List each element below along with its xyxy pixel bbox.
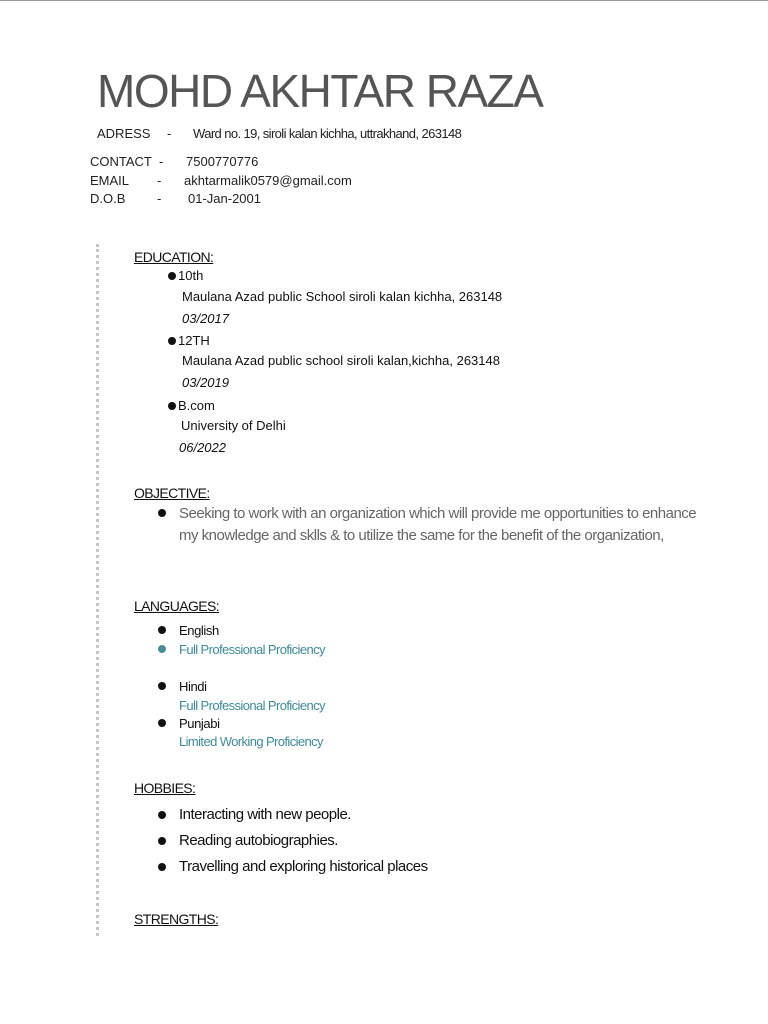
bullet-icon	[168, 337, 176, 345]
objective-heading: OBJECTIVE:	[134, 485, 210, 501]
hobby-item: Reading autobiographies.	[179, 832, 338, 849]
contact-dash: -	[159, 154, 164, 169]
dob-value: 01-Jan-2001	[188, 191, 261, 206]
email-label: EMAIL	[90, 173, 130, 188]
dob-label: D.O.B	[90, 191, 126, 206]
top-border-line	[0, 0, 768, 1]
language-name: Hindi	[179, 679, 207, 694]
address-label: ADRESS	[97, 126, 151, 141]
language-name: English	[179, 623, 219, 638]
dob-dash: -	[157, 191, 162, 206]
bullet-icon	[158, 626, 166, 634]
address-row	[97, 126, 517, 142]
education-date: 06/2022	[179, 440, 226, 455]
contact-value: 7500770776	[186, 154, 259, 169]
email-row	[90, 173, 390, 189]
education-title-text: 12TH	[178, 333, 210, 348]
bullet-icon	[158, 863, 166, 871]
education-item-title	[168, 333, 210, 348]
education-title-text: 10th	[178, 268, 204, 283]
education-title-text: B.com	[178, 398, 215, 413]
education-heading: EDUCATION:	[134, 249, 214, 265]
bullet-icon	[158, 811, 166, 819]
bullet-icon	[168, 272, 176, 280]
bullet-icon	[158, 682, 166, 690]
bullet-icon	[168, 402, 176, 410]
hobbies-heading: HOBBIES:	[134, 780, 196, 796]
language-level: Limited Working Proficiency	[179, 734, 323, 749]
dotted-divider	[96, 244, 99, 936]
education-school: University of Delhi	[181, 418, 286, 433]
education-item-title	[168, 398, 215, 413]
hobby-item: Travelling and exploring historical places	[179, 858, 428, 875]
education-date: 03/2017	[182, 311, 229, 326]
bullet-icon	[158, 509, 166, 517]
contact-label: CONTACT	[90, 154, 152, 169]
language-level: Full Professional Proficiency	[179, 642, 325, 657]
bullet-icon	[158, 719, 166, 727]
contact-row	[90, 154, 340, 170]
dob-row	[90, 191, 340, 207]
education-date: 03/2019	[182, 375, 229, 390]
languages-heading: LANGUAGES:	[134, 598, 220, 614]
email-value: akhtarmalik0579@gmail.com	[184, 173, 352, 188]
education-school: Maulana Azad public school siroli kalan,kichha, 263148	[182, 353, 500, 368]
bullet-icon	[158, 645, 166, 653]
resume-name: MOHD AKHTAR RAZA	[97, 65, 543, 117]
bullet-icon	[158, 837, 166, 845]
education-item-title	[168, 268, 203, 283]
hobby-item: Interacting with new people.	[179, 806, 351, 823]
address-value: Ward no. 19, siroli kalan kichha, uttrakhand, 263148	[193, 126, 462, 141]
email-dash: -	[157, 173, 162, 188]
address-dash: -	[167, 126, 172, 141]
education-school: Maulana Azad public School siroli kalan kichha, 263148	[182, 289, 503, 304]
language-level: Full Professional Proficiency	[179, 698, 325, 713]
language-name: Punjabi	[179, 716, 220, 731]
strengths-heading: STRENGTHS:	[134, 911, 219, 927]
objective-text: Seeking to work with an organization which will provide me opportunities to enhance my knowledge and sklls & to utilize the same for the benefit of the organization,	[179, 505, 697, 544]
